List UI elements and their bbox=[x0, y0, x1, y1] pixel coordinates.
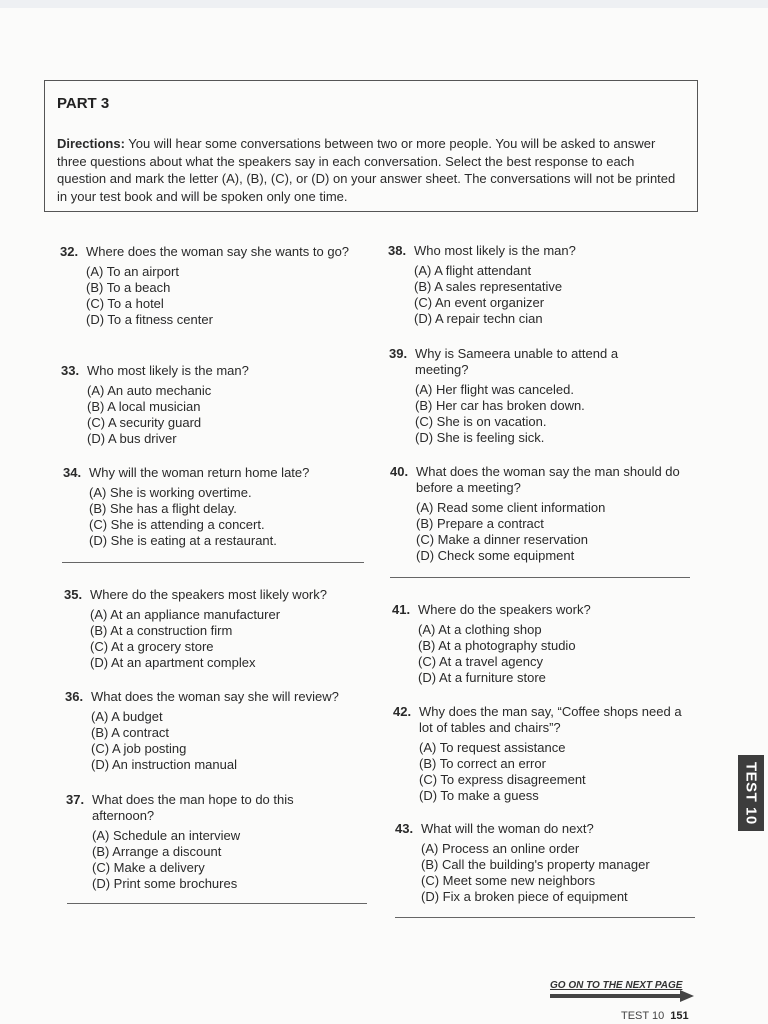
answer-option: (A) Process an online order bbox=[421, 841, 580, 856]
directions-paragraph bbox=[57, 135, 685, 205]
answer-option: (D) At a furniture store bbox=[418, 670, 546, 685]
page-number: 151 bbox=[670, 1010, 689, 1022]
question-stem: Who most likely is the man? bbox=[414, 243, 576, 258]
question-stem: What does the man hope to do this afternoon? bbox=[92, 792, 294, 823]
directions-text: You will hear some conversations between two or more people. You will be asked to answer three questions about what the speakers say in each conversation. Select the best response to each question and mark the letter (A), (B), (C), or (D) on your answer sheet. The conversations will not be printed in your test book and will be spoken only one time. bbox=[57, 136, 676, 204]
answer-option: (B) She has a flight delay. bbox=[89, 501, 237, 516]
question-number: 38. bbox=[388, 243, 407, 258]
answer-option: (C) To express disagreement bbox=[419, 772, 586, 787]
question-number: 42. bbox=[393, 704, 412, 719]
question-39 bbox=[389, 346, 649, 446]
answer-option: (D) Check some equipment bbox=[416, 548, 575, 563]
question-33 bbox=[61, 363, 361, 447]
page-footer bbox=[621, 1010, 689, 1022]
answer-option: (C) At a grocery store bbox=[90, 639, 214, 654]
page-top-edge bbox=[0, 0, 768, 8]
side-tab-label: TEST 10 bbox=[742, 761, 760, 825]
arrow-right-icon bbox=[550, 994, 682, 998]
answer-option: (D) Print some brochures bbox=[92, 876, 238, 891]
answer-option: (B) To correct an error bbox=[419, 756, 546, 771]
answer-option: (D) To a fitness center bbox=[86, 312, 213, 327]
answer-option: (D) To make a guess bbox=[419, 788, 539, 803]
directions-box bbox=[44, 80, 698, 212]
answer-option: (C) At a travel agency bbox=[418, 654, 543, 669]
answer-option: (B) At a construction firm bbox=[90, 623, 233, 638]
question-37 bbox=[66, 792, 326, 892]
question-stem: What does the woman say the man should do before a meeting? bbox=[416, 464, 680, 495]
question-41 bbox=[392, 602, 692, 686]
question-stem: Where do the speakers work? bbox=[418, 602, 591, 617]
group-divider bbox=[395, 917, 695, 918]
answer-option: (A) An auto mechanic bbox=[87, 383, 212, 398]
group-divider bbox=[390, 577, 690, 578]
answer-option: (A) Her flight was canceled. bbox=[415, 382, 574, 397]
question-number: 32. bbox=[60, 244, 79, 259]
group-divider bbox=[62, 562, 364, 563]
question-number: 43. bbox=[395, 821, 414, 836]
answer-option: (A) To an airport bbox=[86, 264, 179, 279]
answer-option: (B) At a photography studio bbox=[418, 638, 576, 653]
question-number: 39. bbox=[389, 346, 408, 361]
answer-option: (B) Her car has broken down. bbox=[415, 398, 585, 413]
question-43 bbox=[395, 821, 695, 905]
part-title: PART 3 bbox=[57, 95, 110, 112]
question-stem: Where do the speakers most likely work? bbox=[90, 587, 327, 602]
answer-option: (C) She is on vacation. bbox=[415, 414, 547, 429]
answer-option: (D) She is eating at a restaurant. bbox=[89, 533, 277, 548]
question-stem: Why does the man say, “Coffee shops need a lot of tables and chairs”? bbox=[419, 704, 682, 735]
question-number: 33. bbox=[61, 363, 80, 378]
answer-option: (C) An event organizer bbox=[414, 295, 545, 310]
answer-option: (D) At an apartment complex bbox=[90, 655, 256, 670]
answer-option: (A) A flight attendant bbox=[414, 263, 532, 278]
answer-option: (A) To request assistance bbox=[419, 740, 566, 755]
footer-test-label: TEST 10 bbox=[621, 1010, 665, 1022]
question-stem: What does the woman say she will review? bbox=[91, 689, 339, 704]
answer-option: (A) A budget bbox=[91, 709, 163, 724]
question-40 bbox=[390, 464, 690, 564]
answer-option: (B) A local musician bbox=[87, 399, 201, 414]
question-stem: What will the woman do next? bbox=[421, 821, 594, 836]
question-stem: Where does the woman say she wants to go? bbox=[86, 244, 350, 259]
question-number: 36. bbox=[65, 689, 84, 704]
answer-option: (B) To a beach bbox=[86, 280, 171, 295]
answer-option: (C) Make a dinner reservation bbox=[416, 532, 588, 547]
go-on-next-page-text: GO ON TO THE NEXT PAGE bbox=[550, 980, 683, 991]
answer-option: (C) She is attending a concert. bbox=[89, 517, 265, 532]
answer-option: (A) Read some client information bbox=[416, 500, 606, 515]
answer-option: (D) Fix a broken piece of equipment bbox=[421, 889, 628, 904]
question-number: 41. bbox=[392, 602, 411, 617]
answer-option: (B) Prepare a contract bbox=[416, 516, 544, 531]
question-stem: Why will the woman return home late? bbox=[89, 465, 310, 480]
question-number: 37. bbox=[66, 792, 85, 807]
question-number: 40. bbox=[390, 464, 409, 479]
question-stem: Who most likely is the man? bbox=[87, 363, 249, 378]
answer-option: (A) At an appliance manufacturer bbox=[90, 607, 281, 622]
question-42 bbox=[393, 704, 693, 804]
question-32 bbox=[60, 244, 350, 328]
answer-option: (C) Make a delivery bbox=[92, 860, 205, 875]
question-34 bbox=[63, 465, 363, 549]
answer-option: (C) Meet some new neighbors bbox=[421, 873, 596, 888]
group-divider bbox=[67, 903, 367, 904]
directions-label: Directions: bbox=[57, 136, 125, 151]
answer-option: (D) An instruction manual bbox=[91, 757, 237, 772]
answer-option: (C) A security guard bbox=[87, 415, 202, 430]
answer-option: (A) At a clothing shop bbox=[418, 622, 542, 637]
answer-option: (A) She is working overtime. bbox=[89, 485, 252, 500]
question-38 bbox=[388, 243, 688, 327]
question-stem: Why is Sameera unable to attend a meeting? bbox=[415, 346, 619, 377]
answer-option: (D) A bus driver bbox=[87, 431, 177, 446]
question-35 bbox=[64, 587, 364, 671]
answer-option: (A) Schedule an interview bbox=[92, 828, 241, 843]
question-36 bbox=[65, 689, 365, 773]
answer-option: (B) A contract bbox=[91, 725, 170, 740]
answer-option: (B) Arrange a discount bbox=[92, 844, 222, 859]
answer-option: (C) A job posting bbox=[91, 741, 187, 756]
question-number: 34. bbox=[63, 465, 82, 480]
answer-option: (B) A sales representative bbox=[414, 279, 563, 294]
answer-option: (C) To a hotel bbox=[86, 296, 164, 311]
answer-option: (D) A repair techn cian bbox=[414, 311, 543, 326]
question-number: 35. bbox=[64, 587, 83, 602]
answer-option: (D) She is feeling sick. bbox=[415, 430, 545, 445]
test-side-tab bbox=[738, 755, 764, 831]
answer-option: (B) Call the building's property manager bbox=[421, 857, 650, 872]
arrow-head-icon bbox=[680, 990, 694, 1002]
